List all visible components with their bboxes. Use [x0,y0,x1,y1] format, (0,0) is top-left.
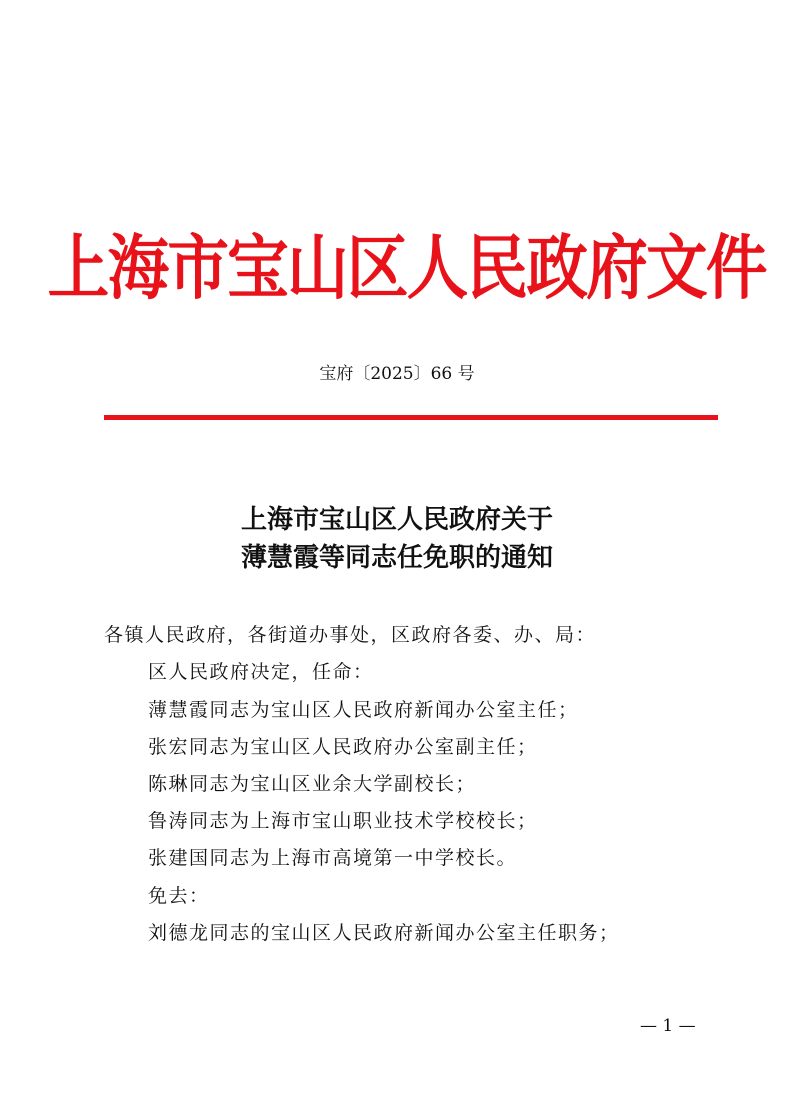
document-header-title: 上海市宝山区人民政府文件 [47,227,766,309]
page-number: — 1 — [640,1016,696,1036]
red-separator-line [104,415,718,420]
body-paragraph: 刘德龙同志的宝山区人民政府新闻办公室主任职务； [148,922,620,944]
body-paragraph: 陈琳同志为宝山区业余大学副校长； [148,773,477,795]
document-number: 宝府〔2025〕66 号 [319,364,475,384]
body-paragraph: 张宏同志为宝山区人民政府办公室副主任； [148,736,538,758]
notice-title-line-2: 薄慧霞等同志任免职的通知 [240,543,553,573]
body-paragraph: 区人民政府决定，任命： [148,661,374,683]
body-paragraph: 鲁涛同志为上海市宝山职业技术学校校长； [148,810,538,832]
notice-title-line-1: 上海市宝山区人民政府关于 [240,505,553,535]
body-paragraph: 免去： [148,885,210,907]
salutation: 各镇人民政府，各街道办事处，区政府各委、办、局： [104,624,597,646]
body-paragraph: 薄慧霞同志为宝山区人民政府新闻办公室主任； [148,699,579,721]
body-paragraph: 张建国同志为上海市高境第一中学校长。 [148,847,518,869]
